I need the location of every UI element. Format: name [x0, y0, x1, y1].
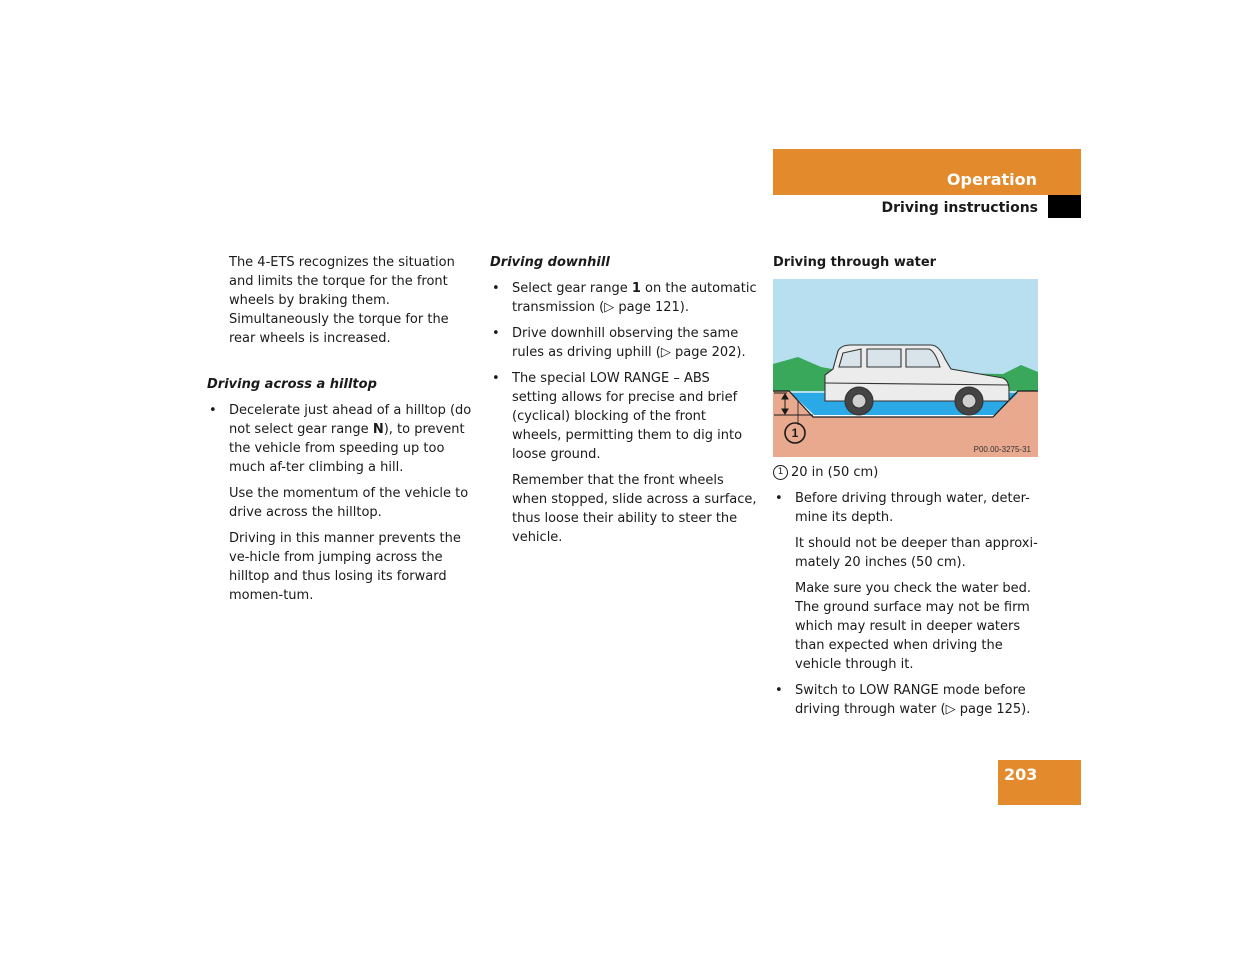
section-tab-marker: [1048, 195, 1081, 218]
list-item: • The special LOW RANGE – ABS setting allows for precise and brief (cyclical) blocking of the front wheels, permitting them to dig into loose ground.: [492, 371, 743, 462]
water-crossing-illustration: [773, 279, 1038, 457]
paragraph: Driving in this manner prevents the ve-hicle from jumping across the hilltop and thus losing its forward momen-tum.: [229, 531, 461, 603]
bullet-marker: •: [775, 491, 783, 506]
gear-n: N: [372, 422, 384, 437]
list-item: • Select gear range 1 on the automatic transmission (▷ page 121).: [492, 281, 757, 315]
heading-downhill: Driving downhill: [490, 255, 610, 270]
subsection-title: Driving instructions: [881, 200, 1038, 216]
heading-hilltop: Driving across a hilltop: [207, 377, 377, 392]
list-item: • Drive downhill observing the same rules as driving uphill (▷ page 202).: [492, 326, 746, 360]
heading-water: Driving through water: [773, 255, 937, 270]
gear-1: 1: [631, 281, 641, 296]
paragraph: Make sure you check the water bed. The ground surface may not be firm which may result in deeper waters than expected when driving the vehicle through it.: [795, 581, 1032, 672]
list-item: • Before driving through water, deter-mine its depth.: [775, 491, 1030, 525]
bullet-marker: •: [492, 326, 500, 341]
svg-text:1: 1: [791, 426, 799, 440]
figure-legend: 1 20 in (50 cm): [773, 463, 1041, 482]
callout-marker: 1: [773, 465, 788, 480]
page-number-box: [998, 760, 1081, 805]
column-middle: [490, 253, 758, 554]
bullet-marker: •: [492, 281, 500, 296]
bullet-marker: •: [209, 403, 217, 418]
list-item: • Switch to LOW RANGE mode before driving through water (▷ page 125).: [775, 683, 1031, 717]
paragraph: Remember that the front wheels when stopped, slide across a surface, thus loose their ability to steer the vehicle.: [512, 473, 757, 545]
page-number: 203: [1004, 765, 1038, 784]
bullet-marker: •: [492, 371, 500, 386]
list-item: • Decelerate just ahead of a hilltop (do not select gear range N), to prevent the vehicle from speeding up too much af-ter climbing a hill.: [209, 403, 472, 475]
section-header: [773, 149, 1081, 195]
column-right: [773, 253, 1041, 726]
intro-paragraph: The 4-ETS recognizes the situation and limits the torque for the front wheels by braking them. Simultaneously the torque for the rear wheels is increased.: [229, 255, 455, 346]
figure-code: P00.00-3275-31: [973, 445, 1031, 454]
bullet-marker: •: [775, 683, 783, 698]
section-title: Operation: [946, 170, 1037, 189]
paragraph: It should not be deeper than approxi-mately 20 inches (50 cm).: [795, 536, 1038, 570]
paragraph: Use the momentum of the vehicle to drive across the hilltop.: [229, 486, 469, 520]
column-left: [207, 253, 475, 612]
